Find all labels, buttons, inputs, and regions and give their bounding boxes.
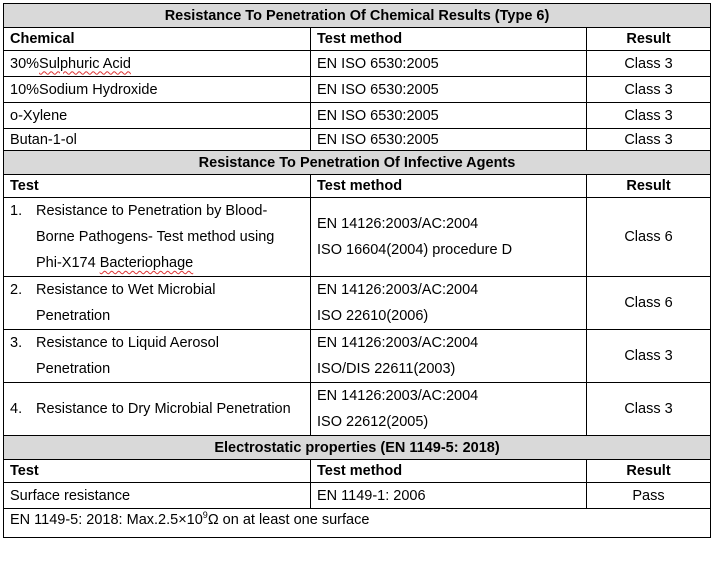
result-value: Class 3 [587, 77, 711, 103]
item-number: 4. [10, 401, 23, 417]
test-name [4, 198, 311, 277]
test-method: EN 14126:2003/AC:2004 ISO 22610(2006) [311, 277, 587, 330]
item-text: Resistance to Wet Microbial Penetration [36, 282, 216, 324]
column-header-test-method: Test method [311, 175, 587, 198]
section-header-electrostatic [4, 436, 711, 460]
table-row [4, 483, 711, 509]
test-method: EN 1149-1: 2006 [311, 483, 587, 509]
table-row [4, 198, 711, 277]
column-header-row [4, 175, 711, 198]
test-method: EN 14126:2003/AC:2004 ISO 22612(2005) [311, 383, 587, 436]
test-name [4, 277, 311, 330]
table-row [4, 129, 711, 151]
table-row [4, 51, 711, 77]
column-header-result: Result [587, 175, 711, 198]
item-number: 3. [10, 335, 23, 351]
column-header-test-method: Test method [311, 28, 587, 51]
results-document [3, 3, 710, 538]
item-text: Resistance to Liquid Aerosol Penetration [36, 335, 219, 377]
section-header-chemical [4, 4, 711, 28]
footnote: EN 1149-5: 2018: $Max.2.5\times 10^9\Omega$ on at least one surface [4, 509, 711, 538]
test-method: EN 14126:2003/AC:2004 ISO/DIS 22611(2003) [311, 330, 587, 383]
column-header-result: Result [587, 28, 711, 51]
test-method: EN ISO 6530:2005 [311, 51, 587, 77]
section-title: Electrostatic properties (EN 1149-5: 2018) [4, 436, 711, 460]
section-header-infective [4, 151, 711, 175]
chemical-name: o-Xylene [4, 103, 311, 129]
result-value: Class 3 [587, 383, 711, 436]
column-header-row [4, 460, 711, 483]
item-text: Resistance to Penetration by Blood- Borne Pathogens- Test method using Phi-X174 Bacteriophage [36, 203, 275, 271]
results-table [3, 3, 711, 538]
column-header-row [4, 28, 711, 51]
result-value: Class 3 [587, 129, 711, 151]
result-value: Class 3 [587, 51, 711, 77]
table-row [4, 330, 711, 383]
section-title: Resistance To Penetration Of Chemical Results (Type 6) [4, 4, 711, 28]
test-name [4, 383, 311, 436]
table-row [4, 77, 711, 103]
result-value: Class 6 [587, 198, 711, 277]
result-value: Class 3 [587, 103, 711, 129]
section-title: Resistance To Penetration Of Infective Agents [4, 151, 711, 175]
chemical-name: 30%Sulphuric Acid [4, 51, 311, 77]
footnote-row [4, 509, 711, 538]
column-header-test-method: Test method [311, 460, 587, 483]
chemical-name: 10%Sodium Hydroxide [4, 77, 311, 103]
test-method: EN ISO 6530:2005 [311, 77, 587, 103]
column-header-chemical: Chemical [4, 28, 311, 51]
test-name [4, 330, 311, 383]
result-value: Class 3 [587, 330, 711, 383]
table-row [4, 383, 711, 436]
result-value: Pass [587, 483, 711, 509]
table-row [4, 103, 711, 129]
item-text: Resistance to Dry Microbial Penetration [36, 401, 291, 417]
column-header-test: Test [4, 460, 311, 483]
test-method: EN 14126:2003/AC:2004 ISO 16604(2004) procedure D [311, 198, 587, 277]
item-number: 2. [10, 282, 23, 298]
chemical-name: Butan-1-ol [4, 129, 311, 151]
item-number: 1. [10, 203, 23, 219]
table-row [4, 277, 711, 330]
test-method: EN ISO 6530:2005 [311, 103, 587, 129]
result-value: Class 6 [587, 277, 711, 330]
test-name: Surface resistance [4, 483, 311, 509]
column-header-test: Test [4, 175, 311, 198]
column-header-result: Result [587, 460, 711, 483]
test-method: EN ISO 6530:2005 [311, 129, 587, 151]
